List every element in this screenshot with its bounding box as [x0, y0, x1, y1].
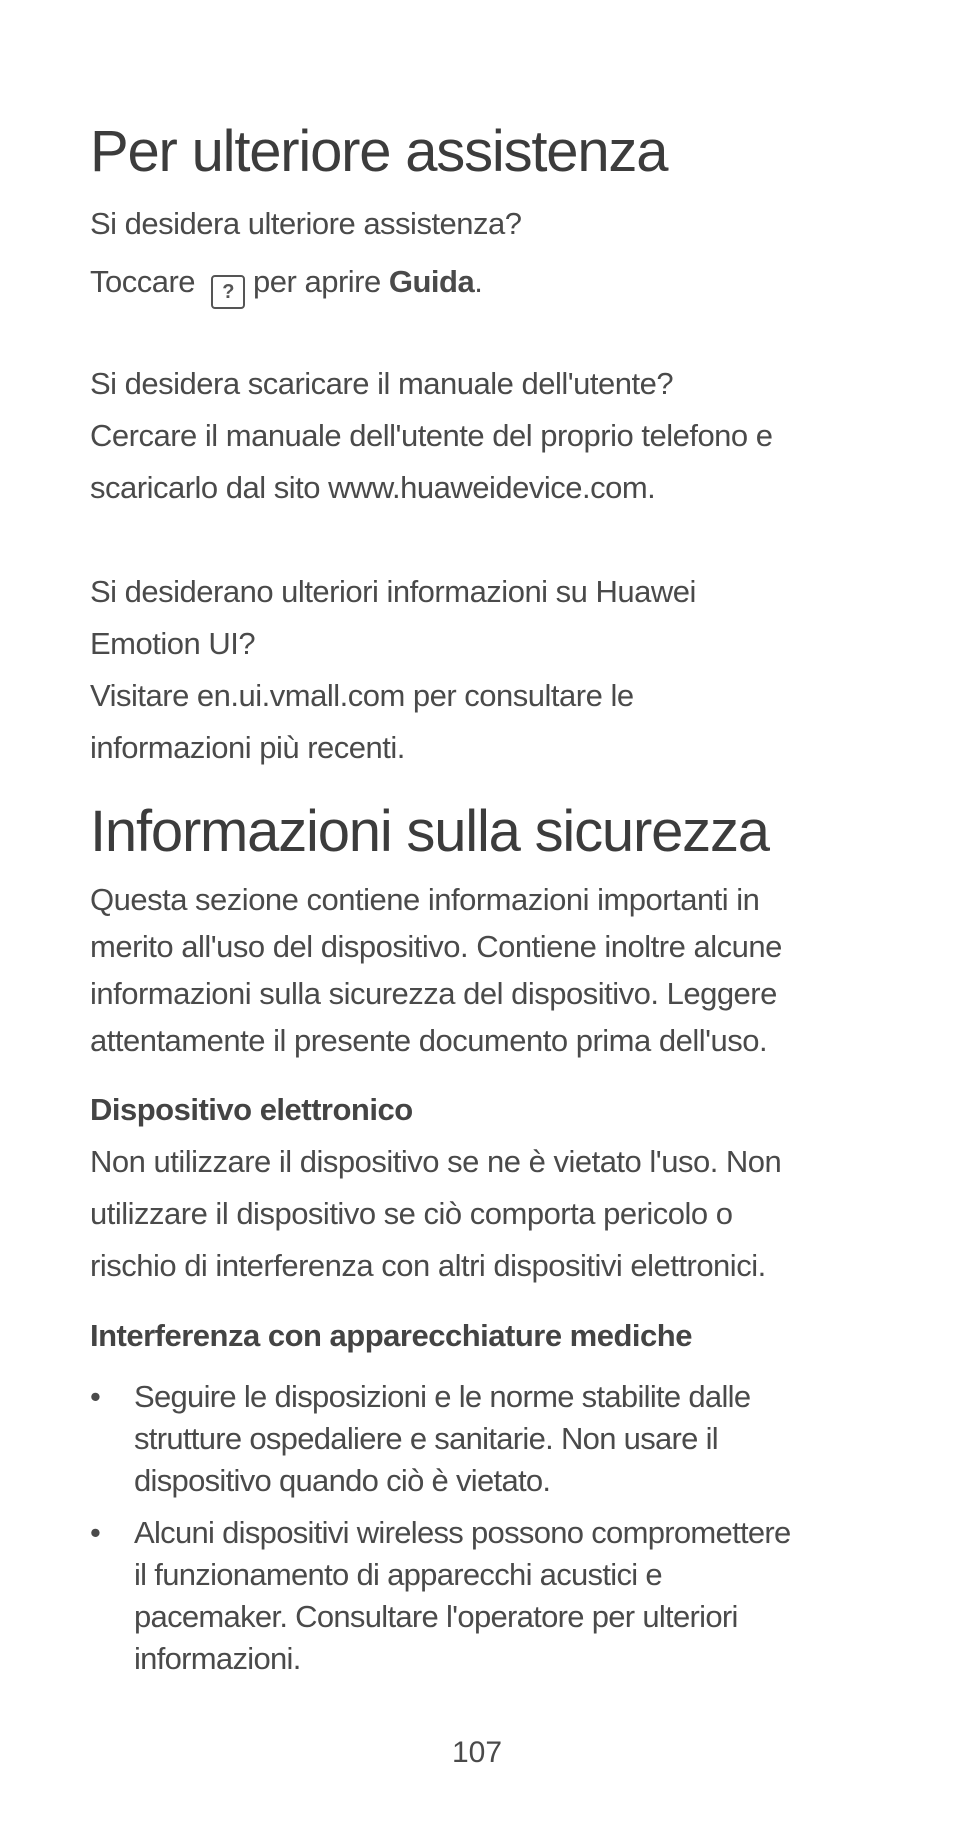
help-question: Si desidera ulteriore assistenza?: [90, 206, 522, 241]
page-number: 107: [451, 1736, 503, 1769]
tap-end-text: .: [474, 264, 483, 299]
intro-line: informazioni sulla sicurezza del dispositivo. Leggere: [90, 976, 777, 1011]
guide-app-name: Guida: [388, 264, 475, 299]
bullet-line: Seguire le disposizioni e le norme stabilite dalle: [134, 1379, 751, 1414]
manual-paragraph: [90, 358, 773, 514]
emui-line: informazioni più recenti.: [90, 730, 405, 765]
bullet-line: Alcuni dispositivi wireless possono compromettere: [134, 1515, 791, 1550]
bullet-line: informazioni.: [134, 1641, 301, 1676]
device-line: rischio di interferenza con altri dispositivi elettronici.: [90, 1248, 766, 1283]
medical-bullet-list: [90, 1376, 870, 1680]
list-item: [90, 1376, 870, 1502]
section-title-assistance: Per ulteriore assistenza: [90, 119, 668, 184]
bullet-dot: •: [90, 1379, 101, 1414]
list-item: [90, 1512, 870, 1680]
bullet-line: strutture ospedaliere e sanitarie. Non usare il: [134, 1421, 718, 1456]
bullet-line: pacemaker. Consultare l'operatore per ulteriori: [134, 1599, 738, 1634]
emui-line: Emotion UI?: [90, 626, 256, 661]
heading-electronic-device: Dispositivo elettronico: [90, 1092, 413, 1127]
emui-paragraph: [90, 566, 696, 774]
intro-line: Questa sezione contiene informazioni importanti in: [90, 882, 760, 917]
bullet-dot: •: [90, 1515, 101, 1550]
tap-instruction: [90, 256, 482, 309]
safety-intro: [90, 876, 782, 1064]
heading-medical-interference: Interferenza con apparecchiature mediche: [90, 1318, 692, 1353]
bullet-line: il funzionamento di apparecchi acustici e: [134, 1557, 662, 1592]
tap-before-text: Toccare: [90, 264, 196, 299]
manual-line: Cercare il manuale dell'utente del proprio telefono e: [90, 418, 773, 453]
emui-line: Si desiderano ulteriori informazioni su Huawei: [90, 574, 696, 609]
section-title-safety: Informazioni sulla sicurezza: [90, 799, 769, 864]
manual-line: scaricarlo dal sito www.huaweidevice.com.: [90, 470, 656, 505]
emui-line: Visitare en.ui.vmall.com per consultare le: [90, 678, 634, 713]
tap-after-text: per aprire: [253, 264, 381, 299]
intro-line: merito all'uso del dispositivo. Contiene inoltre alcune: [90, 929, 782, 964]
manual-line: Si desidera scaricare il manuale dell'utente?: [90, 366, 674, 401]
help-icon: ?: [211, 275, 245, 309]
electronic-device-paragraph: [90, 1136, 781, 1292]
device-line: utilizzare il dispositivo se ciò comporta pericolo o: [90, 1196, 733, 1231]
device-line: Non utilizzare il dispositivo se ne è vietato l'uso. Non: [90, 1144, 782, 1179]
bullet-line: dispositivo quando ciò è vietato.: [134, 1463, 551, 1498]
intro-line: attentamente il presente documento prima dell'uso.: [90, 1023, 768, 1058]
